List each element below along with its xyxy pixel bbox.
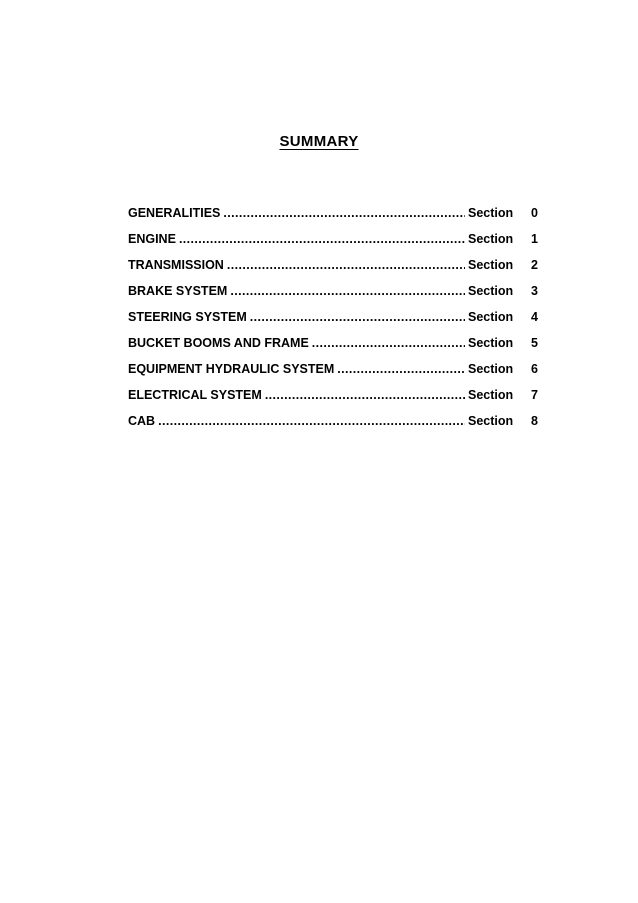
toc-section-word: Section [468,414,514,428]
toc-entry [128,388,538,414]
toc-entry-label: BRAKE SYSTEM [128,284,228,298]
toc-entry-label: EQUIPMENT HYDRAULIC SYSTEM [128,362,335,376]
toc-section-word: Section [468,258,514,272]
toc-dot-leader [265,388,465,402]
toc-entry [128,284,538,310]
toc-entry-label: STEERING SYSTEM [128,310,247,324]
toc-section-word: Section [468,232,514,246]
toc-dot-leader [250,310,465,324]
toc-section-word: Section [468,362,514,376]
toc-dot-leader [337,362,465,376]
page-title: SUMMARY [279,133,359,150]
toc-entry [128,310,538,336]
toc-section-number: 5 [531,336,538,350]
toc-section-number: 3 [531,284,538,298]
toc-section-word: Section [468,284,514,298]
toc-section-word: Section [468,206,514,220]
toc-entry-label: ELECTRICAL SYSTEM [128,388,262,402]
toc-dot-leader [227,258,465,272]
toc-entry [128,336,538,362]
toc-dot-leader [179,232,465,246]
toc-entry [128,362,538,388]
toc-entry-label: BUCKET BOOMS AND FRAME [128,336,309,350]
toc-entry-label: CAB [128,414,156,428]
toc-entry [128,232,538,258]
toc-section-number: 1 [531,232,538,246]
toc-dot-leader [223,206,465,220]
toc-section-number: 7 [531,388,538,402]
toc-dot-leader [158,414,465,428]
toc-section-number: 4 [531,310,538,324]
toc-entry [128,206,538,232]
toc-entry-label: TRANSMISSION [128,258,224,272]
toc-section-number: 8 [531,414,538,428]
toc-section-number: 2 [531,258,538,272]
toc-dot-leader [230,284,465,298]
toc-entry-label: ENGINE [128,232,176,246]
toc-entry [128,414,538,440]
toc-section-number: 0 [531,206,538,220]
toc-section-number: 6 [531,362,538,376]
toc-section-word: Section [468,310,514,324]
table-of-contents [128,206,538,440]
toc-entry [128,258,538,284]
toc-dot-leader [312,336,465,350]
toc-section-word: Section [468,388,514,402]
toc-entry-label: GENERALITIES [128,206,221,220]
toc-section-word: Section [468,336,514,350]
